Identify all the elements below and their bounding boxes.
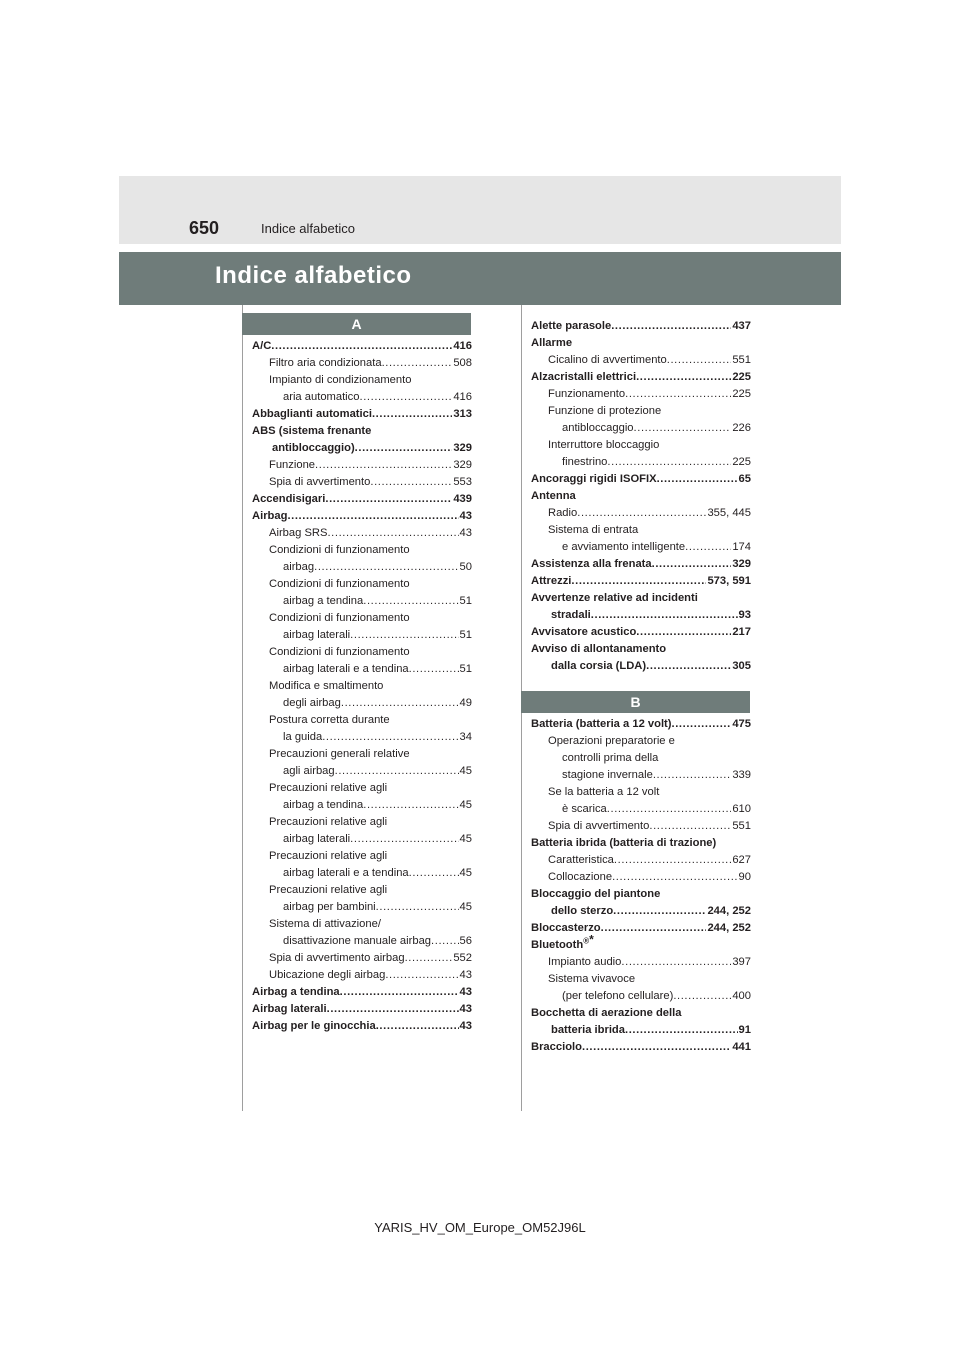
index-subentry: Collocazione ..... 90 (531, 869, 751, 886)
index-subentry: Ubicazione degli airbag ..... 43 (252, 967, 472, 984)
index-column-b-a-continued (531, 318, 751, 675)
index-subentry: stagione invernale ..... 339 (531, 767, 751, 784)
column-divider-left (242, 305, 243, 1111)
index-entry: dello sterzo ..... 244, 252 (531, 903, 751, 920)
index-subentry: aria automatico ..... 416 (252, 389, 472, 406)
index-subentry-line: controlli prima della (562, 752, 659, 764)
index-subentry-line: Sistema di entrata (548, 524, 639, 536)
running-title: Indice alfabetico (261, 221, 355, 236)
footnote-star: * (589, 932, 594, 947)
index-entry: Alzacristalli elettrici ..... 225 (531, 369, 751, 386)
index-subentry: degli airbag ..... 49 (252, 695, 472, 712)
index-subentry: Caratteristica ..... 627 (531, 852, 751, 869)
index-entry: batteria ibrida ..... 91 (531, 1022, 751, 1039)
page-title: Indice alfabetico (215, 262, 412, 289)
index-entry-heading (531, 932, 751, 954)
index-subentry: e avviamento intelligente ..... 174 (531, 539, 751, 556)
index-subentry: Filtro aria condizionata ..... 508 (252, 355, 472, 372)
index-entry-line: Bloccaggio del piantone (531, 888, 661, 900)
page-number: 650 (189, 218, 220, 238)
index-entry: Airbag ..... 43 (252, 508, 472, 525)
index-subentry: (per telefono cellulare) ..... 400 (531, 988, 751, 1005)
index-subentry-line: Precauzioni generali relative (269, 748, 410, 760)
index-entry: Batteria (batteria a 12 volt) ..... 475 (531, 716, 751, 733)
index-entry: stradali ..... 93 (531, 607, 751, 624)
index-subentry-line: Condizioni di funzionamento (269, 646, 410, 658)
index-subentry-line: Se la batteria a 12 volt (548, 786, 660, 798)
index-subentry-line: Precauzioni relative agli (269, 782, 388, 794)
header-band (119, 176, 841, 244)
index-entry: Alette parasole ..... 437 (531, 318, 751, 335)
index-subentry: Spia di avvertimento airbag ..... 552 (252, 950, 472, 967)
index-entry: Ancoraggi rigidi ISOFIX ..... 65 (531, 471, 751, 488)
index-subentry-line: Precauzioni relative agli (269, 816, 388, 828)
index-entry: Accendisigari ..... 439 (252, 491, 472, 508)
index-entry-heading: Allarme (531, 337, 573, 349)
index-subentry: la guida ..... 34 (252, 729, 472, 746)
index-subentry: finestrino ..... 225 (531, 454, 751, 471)
index-subentry-line: Modifica e smaltimento (269, 680, 384, 692)
index-entry-heading: Antenna (531, 490, 576, 502)
index-entry-line: Avvertenze relative ad incidenti (531, 592, 698, 604)
footer-document-code: YARIS_HV_OM_Europe_OM52J96L (374, 1220, 586, 1235)
index-subentry: airbag per bambini ..... 45 (252, 899, 472, 916)
index-subentry-line: Condizioni di funzionamento (269, 578, 410, 590)
index-subentry-line: Sistema vivavoce (548, 973, 636, 985)
section-letter-b: B (521, 691, 750, 713)
index-subentry: agli airbag ..... 45 (252, 763, 472, 780)
index-subentry-line: Condizioni di funzionamento (269, 612, 410, 624)
index-subentry-line: Condizioni di funzionamento (269, 544, 410, 556)
index-subentry: airbag ..... 50 (252, 559, 472, 576)
index-subentry: disattivazione manuale airbag ..... 56 (252, 933, 472, 950)
index-subentry: airbag a tendina ..... 51 (252, 593, 472, 610)
index-entry: Attrezzi ..... 573, 591 (531, 573, 751, 590)
index-entry: Bloccasterzo ..... 244, 252 (531, 920, 751, 937)
index-column-b-section-b (531, 716, 751, 1056)
index-entry: Airbag per le ginocchia ..... 43 (252, 1018, 472, 1035)
index-subentry: Spia di avvertimento ..... 551 (531, 818, 751, 835)
index-column-a (252, 338, 472, 1035)
index-entry: Assistenza alla frenata ..... 329 (531, 556, 751, 573)
index-subentry: Funzionamento ..... 225 (531, 386, 751, 403)
index-entry: A/C ..... 416 (252, 338, 472, 355)
index-subentry: airbag laterali ..... 45 (252, 831, 472, 848)
index-subentry: Cicalino di avvertimento ..... 551 (531, 352, 751, 369)
index-subentry: airbag laterali e a tendina ..... 51 (252, 661, 472, 678)
index-subentry-line: Interruttore bloccaggio (548, 439, 660, 451)
index-subentry: è scarica ..... 610 (531, 801, 751, 818)
index-entry-line: Avviso di allontanamento (531, 643, 667, 655)
index-entry: Avvisatore acustico ..... 217 (531, 624, 751, 641)
index-subentry: airbag laterali e a tendina ..... 45 (252, 865, 472, 882)
index-entry: Bracciolo ..... 441 (531, 1039, 751, 1056)
index-subentry: antibloccaggio ..... 226 (531, 420, 751, 437)
index-subentry-line: Impianto di condizionamento (269, 374, 412, 386)
index-subentry-line: Precauzioni relative agli (269, 884, 388, 896)
section-letter-a: A (242, 313, 471, 335)
index-entry-line: ABS (sistema frenante (252, 425, 372, 437)
bluetooth-label: Bluetooth (531, 939, 584, 951)
index-subentry-line: Funzione di protezione (548, 405, 662, 417)
index-entry: antibloccaggio) ..... 329 (252, 440, 472, 457)
index-subentry: Funzione ..... 329 (252, 457, 472, 474)
index-subentry: Radio ..... 355, 445 (531, 505, 751, 522)
index-subentry-line: Postura corretta durante (269, 714, 390, 726)
index-subentry-line: Operazioni preparatorie e (548, 735, 675, 747)
index-entry: Airbag a tendina ..... 43 (252, 984, 472, 1001)
index-subentry: airbag a tendina ..... 45 (252, 797, 472, 814)
index-subentry: Airbag SRS ..... 43 (252, 525, 472, 542)
index-entry: dalla corsia (LDA) ..... 305 (531, 658, 751, 675)
index-entry: Airbag laterali ..... 43 (252, 1001, 472, 1018)
index-subentry-line: Precauzioni relative agli (269, 850, 388, 862)
index-subentry-line: Sistema di attivazione/ (269, 918, 381, 930)
registered-mark: ® (583, 936, 590, 946)
index-subentry: Impianto audio ..... 397 (531, 954, 751, 971)
index-subentry: Spia di avvertimento ..... 553 (252, 474, 472, 491)
index-entry-heading: Batteria ibrida (batteria di trazione) (531, 837, 717, 849)
index-entry: Abbaglianti automatici ..... 313 (252, 406, 472, 423)
index-entry-line: Bocchetta di aerazione della (531, 1007, 682, 1019)
index-subentry: airbag laterali ..... 51 (252, 627, 472, 644)
